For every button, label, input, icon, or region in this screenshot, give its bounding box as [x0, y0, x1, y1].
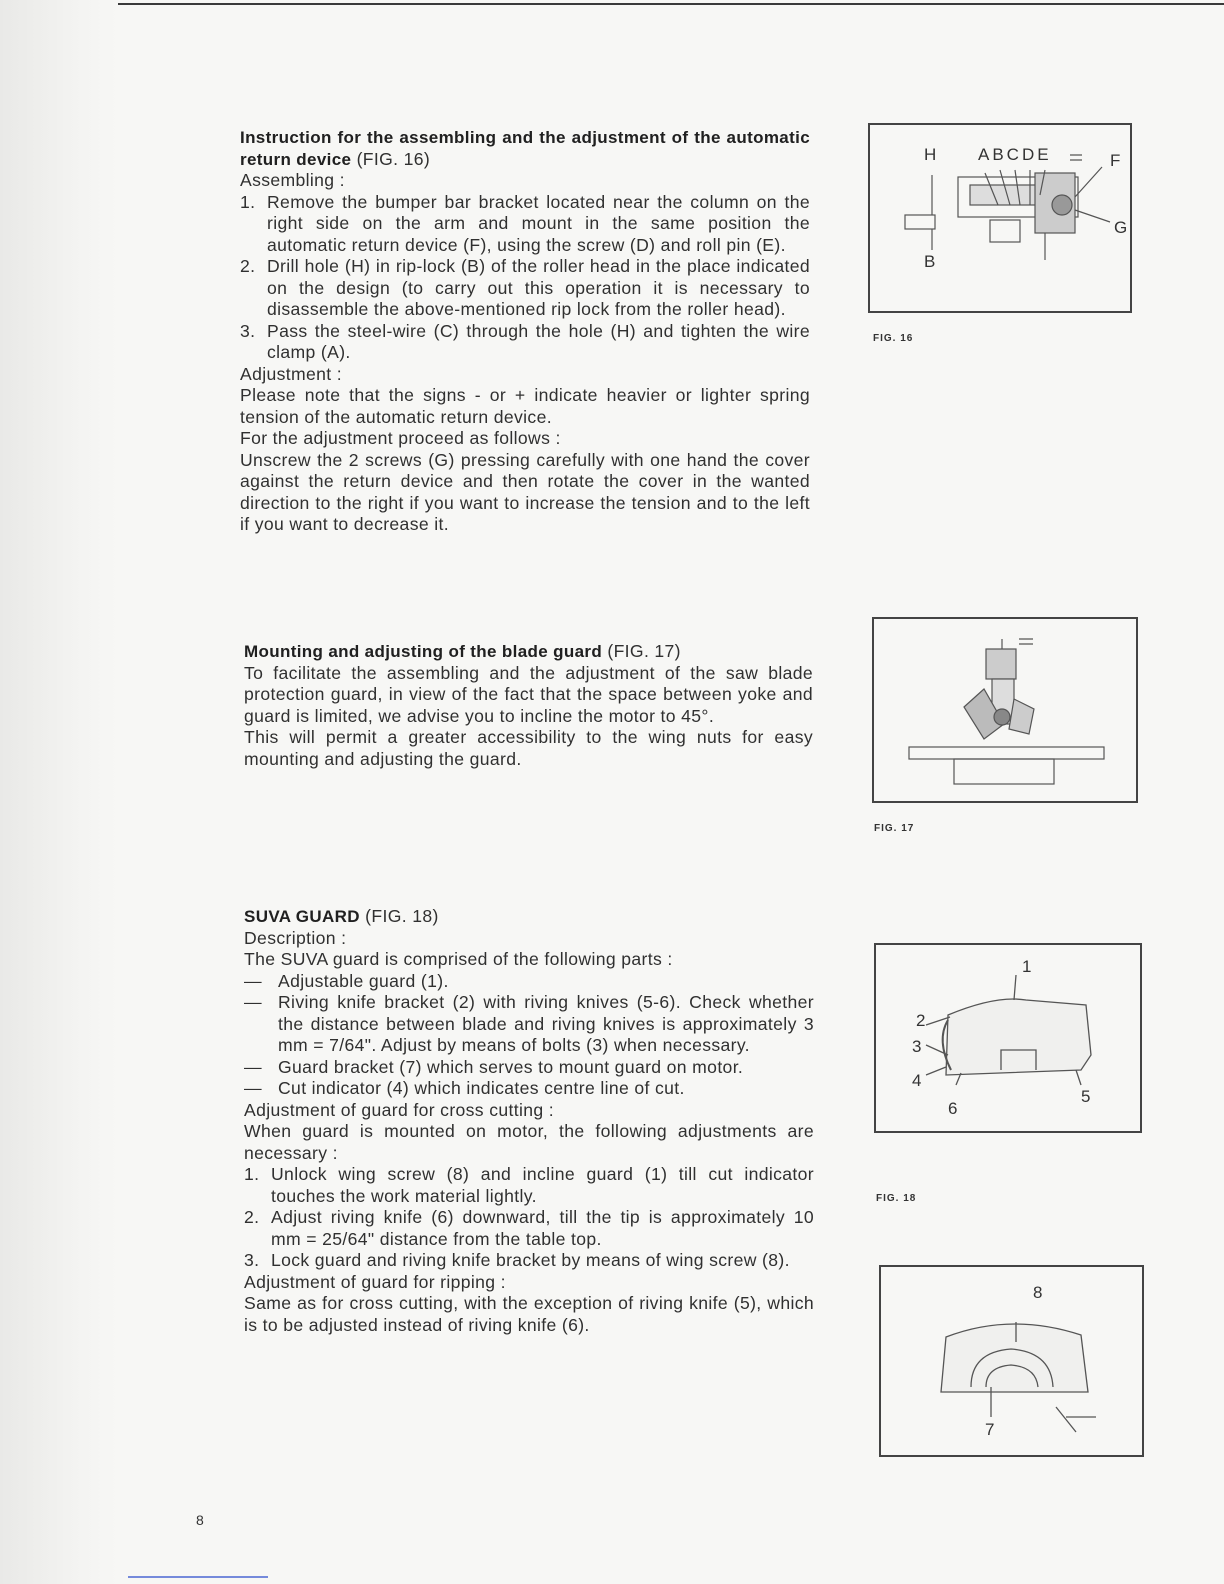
list-item-dash: — — [244, 1078, 262, 1098]
section3-paragraph: When guard is mounted on motor, the following adjustments are necessary : — [244, 1121, 814, 1163]
top-border-line — [118, 3, 1224, 5]
section3-heading — [244, 906, 814, 928]
section3-steps-list — [244, 1164, 814, 1272]
section1-sub-adjustment: Adjustment : — [240, 363, 342, 384]
section1-heading — [240, 127, 810, 170]
list-item-text: Riving knife bracket (2) with riving knives (5-6). Check whether the distance between blade and riving knives is approximately 3 mm = 7/64". Adjust by means of bolts (3) when necessary. — [278, 992, 814, 1055]
section1-paragraph: Please note that the signs - or + indicate heavier or lighter spring tension of the automatic return device. — [240, 385, 810, 427]
list-item — [244, 971, 814, 993]
section2-heading — [244, 641, 813, 663]
figure-19-drawing — [881, 1267, 1144, 1457]
fig19-label-8: 8 — [1033, 1283, 1043, 1302]
page-edge-shadow — [0, 0, 118, 1584]
section2-heading-ref: (FIG. 17) — [607, 641, 681, 661]
section-blade-guard — [244, 641, 813, 770]
section3-heading-bold: SUVA GUARD — [244, 907, 360, 926]
bottom-mark — [128, 1576, 268, 1578]
fig16-label-f: F — [1110, 151, 1121, 170]
section3-heading-ref: (FIG. 18) — [365, 906, 439, 926]
fig19-label-7: 7 — [985, 1420, 995, 1439]
list-item — [244, 1078, 814, 1100]
section1-paragraph: For the adjustment proceed as follows : — [240, 428, 561, 448]
figure-16 — [868, 123, 1132, 313]
fig16-label-b: B — [924, 252, 936, 271]
section-suva-guard — [244, 906, 814, 1336]
list-item — [244, 1207, 814, 1250]
figure-19 — [879, 1265, 1144, 1457]
section3-parts-list — [244, 971, 814, 1100]
list-item — [244, 992, 814, 1057]
fig18-label-3: 3 — [912, 1037, 922, 1056]
list-item — [244, 1164, 814, 1207]
section2-paragraph: To facilitate the assembling and the adjustment of the saw blade protection guard, in view of the fact that the space between yoke and guard is limited, we advise you to incline the motor to 45°. — [244, 662, 813, 726]
figure-17-caption: FIG. 17 — [874, 823, 915, 834]
section3-sub-cross: Adjustment of guard for cross cutting : — [244, 1099, 554, 1120]
list-item-text: Guard bracket (7) which serves to mount guard on motor. — [278, 1056, 744, 1077]
section3-intro: The SUVA guard is comprised of the following parts : — [244, 949, 673, 969]
figure-18 — [874, 943, 1142, 1133]
fig18-label-2: 2 — [916, 1011, 926, 1030]
section1-steps-list — [240, 192, 810, 364]
section3-sub-description: Description : — [244, 927, 347, 948]
section3-paragraph: Same as for cross cutting, with the exception of riving knife (5), which is to be adjusted instead of riving knife (6). — [244, 1293, 814, 1335]
list-item — [240, 192, 810, 257]
list-item-number: 2. — [240, 256, 256, 276]
section2-paragraph: This will permit a greater accessibility to the wing nuts for easy mounting and adjusting the guard. — [244, 727, 813, 769]
section-automatic-return-device — [240, 127, 810, 536]
list-item-number: 3. — [244, 1250, 260, 1270]
fig18-label-4: 4 — [912, 1071, 922, 1090]
list-item-dash: — — [244, 1056, 262, 1077]
list-item-text: Adjustable guard (1). — [278, 970, 449, 991]
figure-16-caption: FIG. 16 — [873, 333, 914, 344]
fig18-label-6: 6 — [948, 1099, 958, 1118]
figure-17-drawing — [874, 619, 1138, 803]
figure-17 — [872, 617, 1138, 803]
section1-heading-ref: (FIG. 16) — [356, 148, 431, 169]
page-number: 8 — [196, 1512, 204, 1528]
section3-sub-ripping: Adjustment of guard for ripping : — [244, 1271, 506, 1292]
fig16-label-h: H — [924, 145, 937, 164]
list-item-text: Unlock wing screw (8) and incline guard (1) till cut indicator touches the work material lightly. — [271, 1164, 814, 1206]
list-item-text: Cut indicator (4) which indicates centre line of cut. — [278, 1078, 685, 1098]
fig16-label-abcde: ABCDE — [978, 145, 1052, 164]
list-item-text: Lock guard and riving knife bracket by means of wing screw (8). — [271, 1250, 790, 1270]
fig16-label-g: G — [1114, 218, 1128, 237]
list-item-dash: — — [244, 970, 262, 991]
fig18-label-5: 5 — [1081, 1087, 1091, 1106]
section1-sub-assembling: Assembling : — [240, 170, 345, 190]
list-item-dash: — — [244, 992, 262, 1012]
list-item-text: Drill hole (H) in rip-lock (B) of the roller head in the place indicated on the design (to carry out this operation it is necessary to disassemble the above-mentioned rip lock from the roller head). — [267, 256, 810, 319]
list-item-number: 2. — [244, 1207, 260, 1227]
list-item-number: 1. — [244, 1164, 260, 1184]
list-item — [240, 321, 810, 364]
list-item-number: 1. — [240, 191, 256, 212]
list-item — [240, 256, 810, 321]
section1-heading-bold: Instruction for the assembling and the adjustment of the automatic return device — [240, 128, 810, 169]
section2-heading-bold: Mounting and adjusting of the blade guard — [244, 642, 603, 661]
figure-18-caption: FIG. 18 — [876, 1193, 917, 1204]
list-item-text: Pass the steel-wire (C) through the hole (H) and tighten the wire clamp (A). — [267, 320, 810, 362]
list-item — [244, 1057, 814, 1079]
section1-paragraph: Unscrew the 2 screws (G) pressing carefully with one hand the cover against the return device and then rotate the cover in the wanted direction to the right if you want to increase the tension and to the left if you want to decrease it. — [240, 449, 810, 534]
list-item-text: Adjust riving knife (6) downward, till the tip is approximately 10 mm = 25/64" distance from the table top. — [271, 1207, 814, 1249]
fig18-label-1: 1 — [1022, 957, 1032, 976]
list-item-number: 3. — [240, 320, 256, 341]
list-item-text: Remove the bumper bar bracket located near the column on the right side on the arm and mount in the same position the automatic return device (F), using the screw (D) and roll pin (E). — [267, 191, 810, 255]
list-item — [244, 1250, 814, 1272]
